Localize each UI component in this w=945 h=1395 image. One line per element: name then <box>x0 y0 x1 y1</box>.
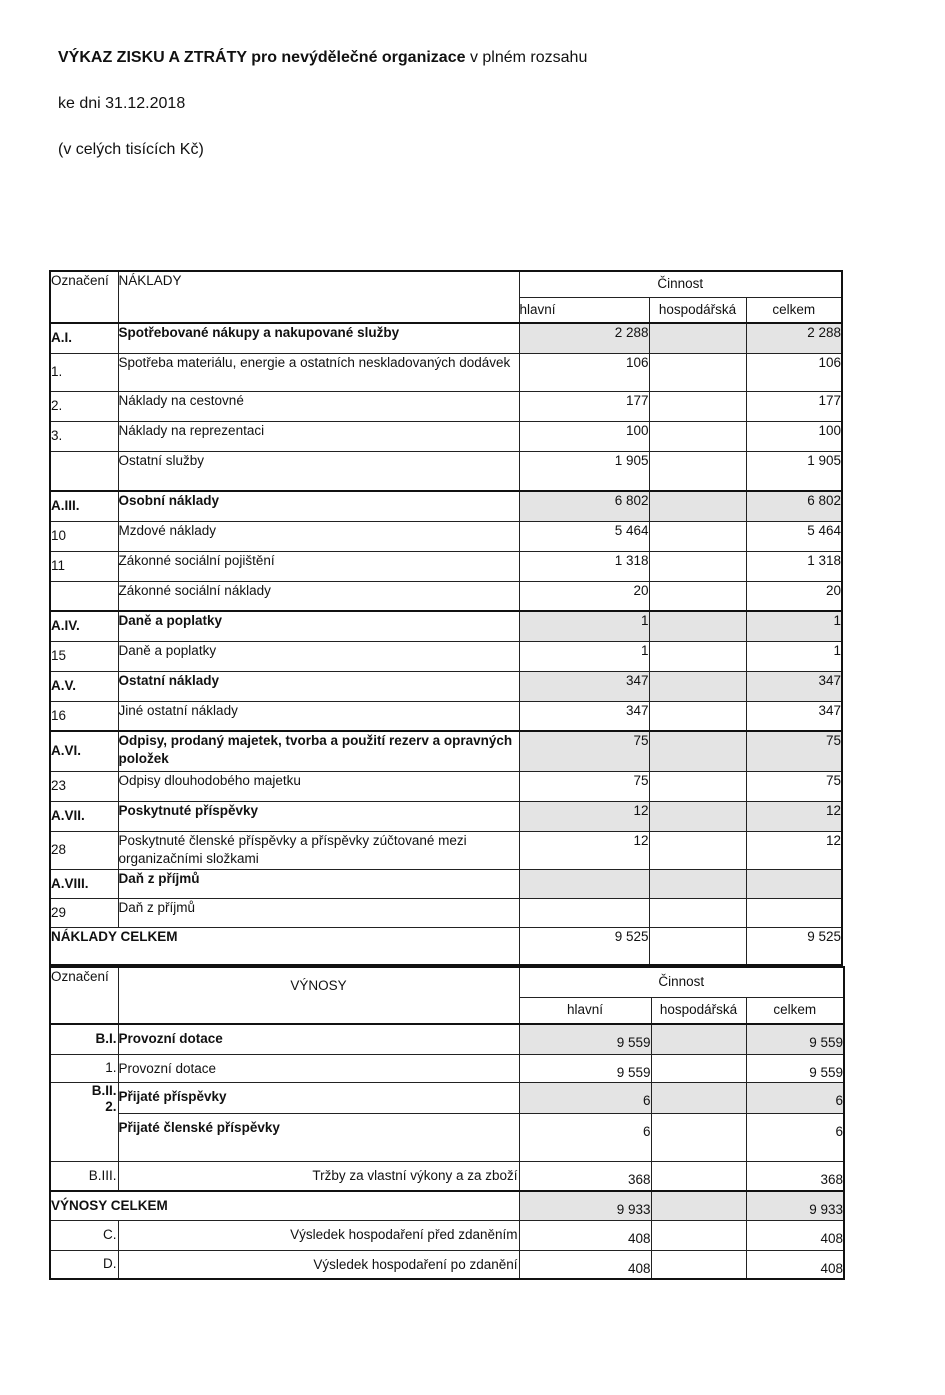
value-main: 1 905 <box>519 451 649 491</box>
document-title-bold: VÝKAZ ZISKU A ZTRÁTY pro nevýdělečné organizace <box>58 49 466 66</box>
value-main: 100 <box>519 421 649 451</box>
cost-row <box>50 831 842 869</box>
value-main: 12 <box>519 831 649 869</box>
result-row <box>50 1250 844 1279</box>
value-main: 12 <box>519 801 649 831</box>
costs-total-economic <box>649 927 746 965</box>
value-total: 408 <box>746 1220 844 1250</box>
statement-tables <box>49 270 845 1280</box>
value-total: 1 318 <box>746 551 842 581</box>
value-economic <box>649 391 746 421</box>
cost-row <box>50 869 842 898</box>
row-name: Daň z příjmů <box>118 869 519 898</box>
value-total: 177 <box>746 391 842 421</box>
row-code: A.V. <box>50 671 118 701</box>
row-name: Poskytnuté členské příspěvky a příspěvky zúčtované mezi organizačními složkami <box>118 831 519 869</box>
value-economic <box>649 801 746 831</box>
row-code: C. <box>50 1220 118 1250</box>
cost-row <box>50 491 842 521</box>
cost-row <box>50 731 842 771</box>
cost-row <box>50 671 842 701</box>
cost-row <box>50 551 842 581</box>
value-main: 408 <box>519 1250 651 1279</box>
value-total: 1 905 <box>746 451 842 491</box>
row-name: Mzdové náklady <box>118 521 519 551</box>
row-code: B.II. <box>91 1082 117 1098</box>
revenues-table <box>49 966 845 1280</box>
value-economic <box>649 771 746 801</box>
revenue-row <box>50 1113 844 1161</box>
value-economic <box>649 611 746 641</box>
value-economic <box>649 353 746 391</box>
cost-row <box>50 641 842 671</box>
row-code: B.I. <box>50 1024 118 1054</box>
value-main: 1 <box>519 611 649 641</box>
value-economic <box>649 869 746 898</box>
row-code: A.IV. <box>50 611 118 641</box>
date-line: ke dni 31.12.2018 <box>58 95 186 112</box>
row-code <box>50 581 118 611</box>
value-main: 75 <box>519 771 649 801</box>
value-total <box>746 869 842 898</box>
value-total: 12 <box>746 801 842 831</box>
value-main: 106 <box>519 353 649 391</box>
value-main <box>519 898 649 927</box>
costs-total-label: NÁKLADY CELKEM <box>50 927 519 965</box>
row-code: A.VII. <box>50 801 118 831</box>
row-name: Ostatní služby <box>118 451 519 491</box>
row-code: A.VI. <box>50 731 118 771</box>
value-main: 20 <box>519 581 649 611</box>
document-title-regular: v plném rozsahu <box>469 49 588 66</box>
row-name: Tržby za vlastní výkony a za zboží <box>118 1161 519 1191</box>
row-name: Provozní dotace <box>118 1024 519 1054</box>
value-total: 75 <box>746 731 842 771</box>
row-name: Náklady na cestovné <box>118 391 519 421</box>
row-name: Poskytnuté příspěvky <box>118 801 519 831</box>
value-main: 347 <box>519 701 649 731</box>
cost-row <box>50 801 842 831</box>
value-main: 1 318 <box>519 551 649 581</box>
row-code: 15 <box>50 641 118 671</box>
value-main: 408 <box>519 1220 651 1250</box>
revenues-total-label: VÝNOSY CELKEM <box>50 1191 519 1220</box>
section-header: VÝNOSY <box>118 967 519 1024</box>
total-activity-header: celkem <box>746 297 842 323</box>
economic-activity-header: hospodářská <box>651 997 746 1024</box>
row-name: Provozní dotace <box>118 1054 519 1082</box>
value-main: 5 464 <box>519 521 649 551</box>
row-code-group <box>50 1082 118 1161</box>
cost-row <box>50 421 842 451</box>
row-name: Zákonné sociální náklady <box>118 581 519 611</box>
value-economic <box>651 1250 746 1279</box>
revenue-row <box>50 1161 844 1191</box>
row-name: Zákonné sociální pojištění <box>118 551 519 581</box>
row-code: 29 <box>50 898 118 927</box>
row-code: 11 <box>50 551 118 581</box>
value-economic <box>651 1113 746 1161</box>
value-economic <box>649 551 746 581</box>
row-name: Daně a poplatky <box>118 611 519 641</box>
row-name: Daň z příjmů <box>118 898 519 927</box>
cost-row <box>50 323 842 353</box>
cost-row <box>50 701 842 731</box>
value-total: 6 <box>746 1082 844 1113</box>
value-total: 347 <box>746 671 842 701</box>
section-header: NÁKLADY <box>118 271 519 323</box>
row-code: A.VIII. <box>50 869 118 898</box>
activity-header: Činnost <box>519 271 842 297</box>
row-code: A.I. <box>50 323 118 353</box>
total-activity-header: celkem <box>746 997 844 1024</box>
value-economic <box>649 641 746 671</box>
value-total: 20 <box>746 581 842 611</box>
row-code: 1. <box>50 1054 118 1082</box>
revenues-total-row <box>50 1191 844 1220</box>
value-economic <box>649 581 746 611</box>
cost-row <box>50 898 842 927</box>
revenues-header-row <box>50 967 844 997</box>
costs-total-main: 9 525 <box>519 927 649 965</box>
value-main: 6 802 <box>519 491 649 521</box>
value-economic <box>651 1082 746 1113</box>
designation-header: Označení <box>50 967 118 1024</box>
costs-total-total: 9 525 <box>746 927 842 965</box>
row-code: B.III. <box>50 1161 118 1191</box>
value-total: 347 <box>746 701 842 731</box>
row-code: 1. <box>50 353 118 391</box>
value-total <box>746 898 842 927</box>
costs-header-row <box>50 271 842 297</box>
revenue-row <box>50 1024 844 1054</box>
value-total: 6 802 <box>746 491 842 521</box>
row-name: Osobní náklady <box>118 491 519 521</box>
row-name: Odpisy, prodaný majetek, tvorba a použití rezerv a opravných položek <box>118 731 519 771</box>
value-main: 6 <box>519 1082 651 1113</box>
value-economic <box>649 421 746 451</box>
value-main: 6 <box>519 1113 651 1161</box>
revenue-row <box>50 1082 844 1113</box>
value-main: 368 <box>519 1161 651 1191</box>
value-main: 347 <box>519 671 649 701</box>
row-name: Výsledek hospodaření po zdanění <box>118 1250 519 1279</box>
result-row <box>50 1220 844 1250</box>
value-economic <box>649 491 746 521</box>
value-total: 75 <box>746 771 842 801</box>
value-economic <box>649 831 746 869</box>
value-total: 9 559 <box>746 1024 844 1054</box>
value-economic <box>651 1161 746 1191</box>
value-economic <box>649 521 746 551</box>
value-economic <box>651 1024 746 1054</box>
value-main <box>519 869 649 898</box>
value-economic <box>649 898 746 927</box>
value-total: 9 559 <box>746 1054 844 1082</box>
row-name: Odpisy dlouhodobého majetku <box>118 771 519 801</box>
value-total: 100 <box>746 421 842 451</box>
revenue-row <box>50 1054 844 1082</box>
row-code: 2. <box>50 391 118 421</box>
cost-row <box>50 391 842 421</box>
row-name: Spotřebované nákupy a nakupované služby <box>118 323 519 353</box>
value-total: 1 <box>746 611 842 641</box>
row-code: A.III. <box>50 491 118 521</box>
value-main: 75 <box>519 731 649 771</box>
cost-row <box>50 771 842 801</box>
main-activity-header: hlavní <box>519 297 649 323</box>
cost-row <box>50 611 842 641</box>
row-code <box>50 451 118 491</box>
value-total: 12 <box>746 831 842 869</box>
value-main: 177 <box>519 391 649 421</box>
row-name: Přijaté členské příspěvky <box>118 1113 519 1161</box>
designation-header: Označení <box>50 271 118 323</box>
cost-row <box>50 451 842 491</box>
row-code: 28 <box>50 831 118 869</box>
revenues-total-main: 9 933 <box>519 1191 651 1220</box>
row-code: 3. <box>50 421 118 451</box>
value-economic <box>651 1220 746 1250</box>
row-code: D. <box>50 1250 118 1279</box>
value-total: 368 <box>746 1161 844 1191</box>
revenues-total-total: 9 933 <box>746 1191 844 1220</box>
value-main: 2 288 <box>519 323 649 353</box>
value-economic <box>651 1054 746 1082</box>
value-economic <box>649 323 746 353</box>
value-economic <box>649 671 746 701</box>
row-code: 2. <box>105 1098 117 1114</box>
revenues-total-economic <box>651 1191 746 1220</box>
row-name: Jiné ostatní náklady <box>118 701 519 731</box>
main-activity-header: hlavní <box>519 997 651 1024</box>
value-main: 9 559 <box>519 1024 651 1054</box>
value-total: 106 <box>746 353 842 391</box>
value-total: 1 <box>746 641 842 671</box>
cost-row <box>50 521 842 551</box>
row-name: Výsledek hospodaření před zdaněním <box>118 1220 519 1250</box>
value-total: 2 288 <box>746 323 842 353</box>
row-name: Daně a poplatky <box>118 641 519 671</box>
row-name: Náklady na reprezentaci <box>118 421 519 451</box>
value-economic <box>649 731 746 771</box>
value-total: 408 <box>746 1250 844 1279</box>
row-code: 16 <box>50 701 118 731</box>
cost-row <box>50 581 842 611</box>
economic-activity-header: hospodářská <box>649 297 746 323</box>
value-economic <box>649 701 746 731</box>
row-code: 23 <box>50 771 118 801</box>
value-main: 1 <box>519 641 649 671</box>
activity-header: Činnost <box>519 967 844 997</box>
cost-row <box>50 353 842 391</box>
value-main: 9 559 <box>519 1054 651 1082</box>
value-economic <box>649 451 746 491</box>
value-total: 5 464 <box>746 521 842 551</box>
costs-total-row <box>50 927 842 965</box>
costs-table <box>49 270 843 966</box>
row-name: Spotřeba materiálu, energie a ostatních neskladovaných dodávek <box>118 353 519 391</box>
row-name: Ostatní náklady <box>118 671 519 701</box>
row-name: Přijaté příspěvky <box>118 1082 519 1113</box>
units-line: (v celých tisících Kč) <box>58 141 204 158</box>
row-code: 10 <box>50 521 118 551</box>
value-total: 6 <box>746 1113 844 1161</box>
document-title <box>58 48 587 68</box>
